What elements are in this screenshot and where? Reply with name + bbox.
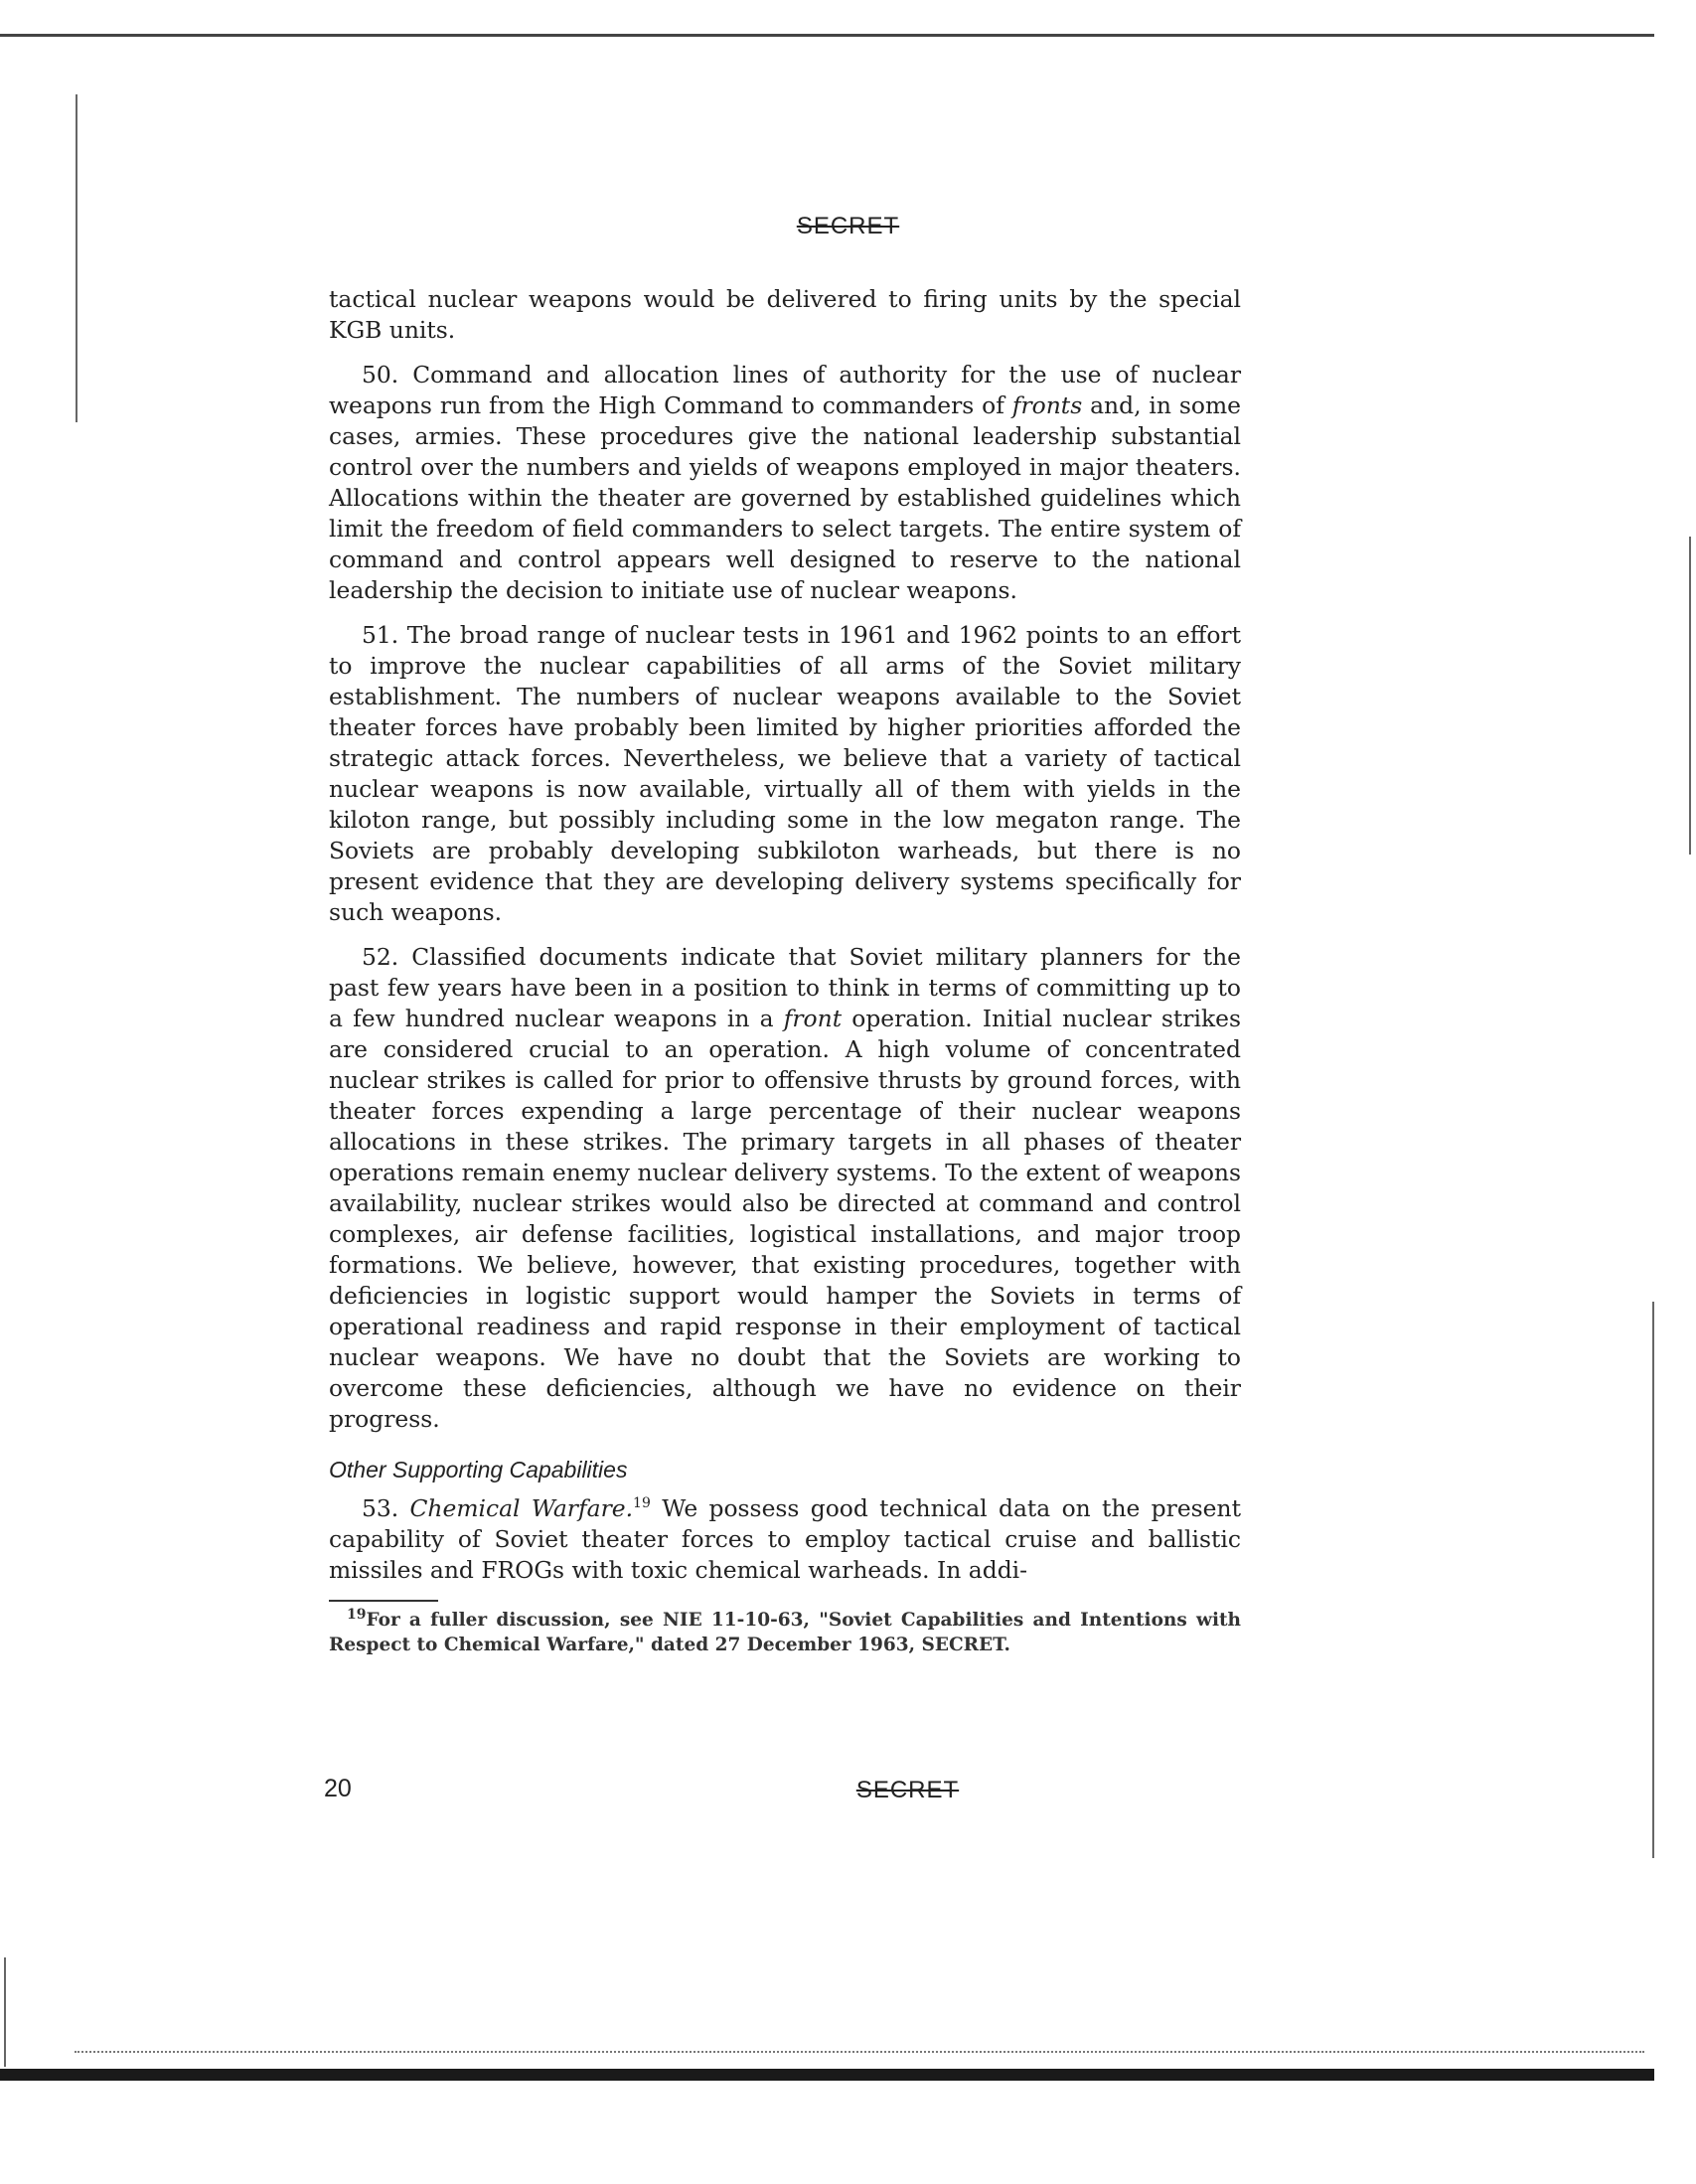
header-classification: SECRET (796, 213, 900, 239)
paragraph-53-title: Chemical Warfare. (409, 1494, 634, 1522)
paragraph-53-text: We possess good technical data on the present capability of Soviet theater forces to employ tactical cruise and ballistic missiles and FROGs with toxic chemical warheads. In addi- (329, 1494, 1241, 1584)
page-number: 20 (324, 1775, 352, 1802)
footnote-text: For a fuller discussion, see NIE 11-10-63, "Soviet Capabilities and Intentions with Respect to Chemical Warfare," dated 27 December 1963, SECRET. (329, 1610, 1241, 1655)
paragraph-50-fronts: fronts (1011, 391, 1083, 419)
scan-noise-band (75, 2051, 1644, 2057)
paragraph-52 (329, 942, 1241, 1435)
scan-border-bottom (0, 2069, 1654, 2081)
paragraph-53 (329, 1493, 1241, 1586)
paragraph-50-part-b: and, in some cases, armies. These procedures give the national leadership substantial control over the numbers and yields of weapons employed in major theaters. Allocations within the theater are governed by established guidelines which limit the freedom of field commanders to select targets. The entire system of command and control appears well designed to reserve to the national leadership the decision to initiate use of nuclear weapons. (329, 391, 1241, 604)
section-heading: Other Supporting Capabilities (329, 1457, 628, 1482)
paragraph-continued: tactical nuclear weapons would be delivered to firing units by the special KGB units. (329, 285, 1241, 344)
footnote-marker: 19 (347, 1606, 367, 1623)
scan-margin-mark-right (1652, 1302, 1654, 1858)
footer-classification: SECRET (855, 1777, 960, 1803)
scan-margin-mark-left (76, 94, 77, 422)
paragraph-52-front: front (783, 1005, 843, 1032)
footnote (329, 1608, 1241, 1657)
document-body (329, 284, 1241, 1657)
scan-margin-mark-left-lower (4, 1957, 6, 2067)
footnote-divider (329, 1600, 438, 1602)
paragraph-51: 51. The broad range of nuclear tests in 1961 and 1962 points to an effort to improve the nuclear capabilities of all arms of the Soviet military establishment. The numbers of nuclear weapons available to the Soviet theater forces have probably been limited by higher priorities afforded the strategic attack forces. Nevertheless, we believe that a variety of tactical nuclear weapons is now available, virtually all of them with yields in the kiloton range, but possibly including some in the low megaton range. The Soviets are probably developing subkiloton warheads, but there is no present evidence that they are developing delivery systems specifically for such weapons. (329, 621, 1241, 926)
paragraph-52-part-a: 52. Classified documents indicate that Soviet military planners for the past few years have been in a position to think in terms of committing up to a few hundred nuclear weapons in a (329, 943, 1241, 1032)
paragraph-52-part-b: operation. Initial nuclear strikes are considered crucial to an operation. A high volume of concentrated nuclear strikes is called for prior to offensive thrusts by ground forces, with theater forces expending a large percentage of their nuclear weapons allocations in these strikes. The primary targets in all phases of theater operations remain enemy nuclear delivery systems. To the extent of weapons availability, nuclear strikes would also be directed at command and control complexes, air defense facilities, logistical installations, and major troop formations. We believe, however, that existing procedures, together with deficiencies in logistic support would hamper the Soviets in terms of operational readiness and rapid response in their employment of tactical nuclear weapons. We have no doubt that the Soviets are working to overcome these deficiencies, although we have no evidence on their progress. (329, 1005, 1241, 1433)
paragraph-53-number: 53. (362, 1494, 410, 1522)
paragraph-50-part-a: 50. Command and allocation lines of authority for the use of nuclear weapons run from the High Command to commanders of (329, 361, 1241, 419)
scan-margin-mark-right-upper (1689, 537, 1691, 855)
paragraph-50 (329, 360, 1241, 606)
footnote-reference: 19 (633, 1495, 651, 1512)
scan-border-top (0, 34, 1654, 37)
